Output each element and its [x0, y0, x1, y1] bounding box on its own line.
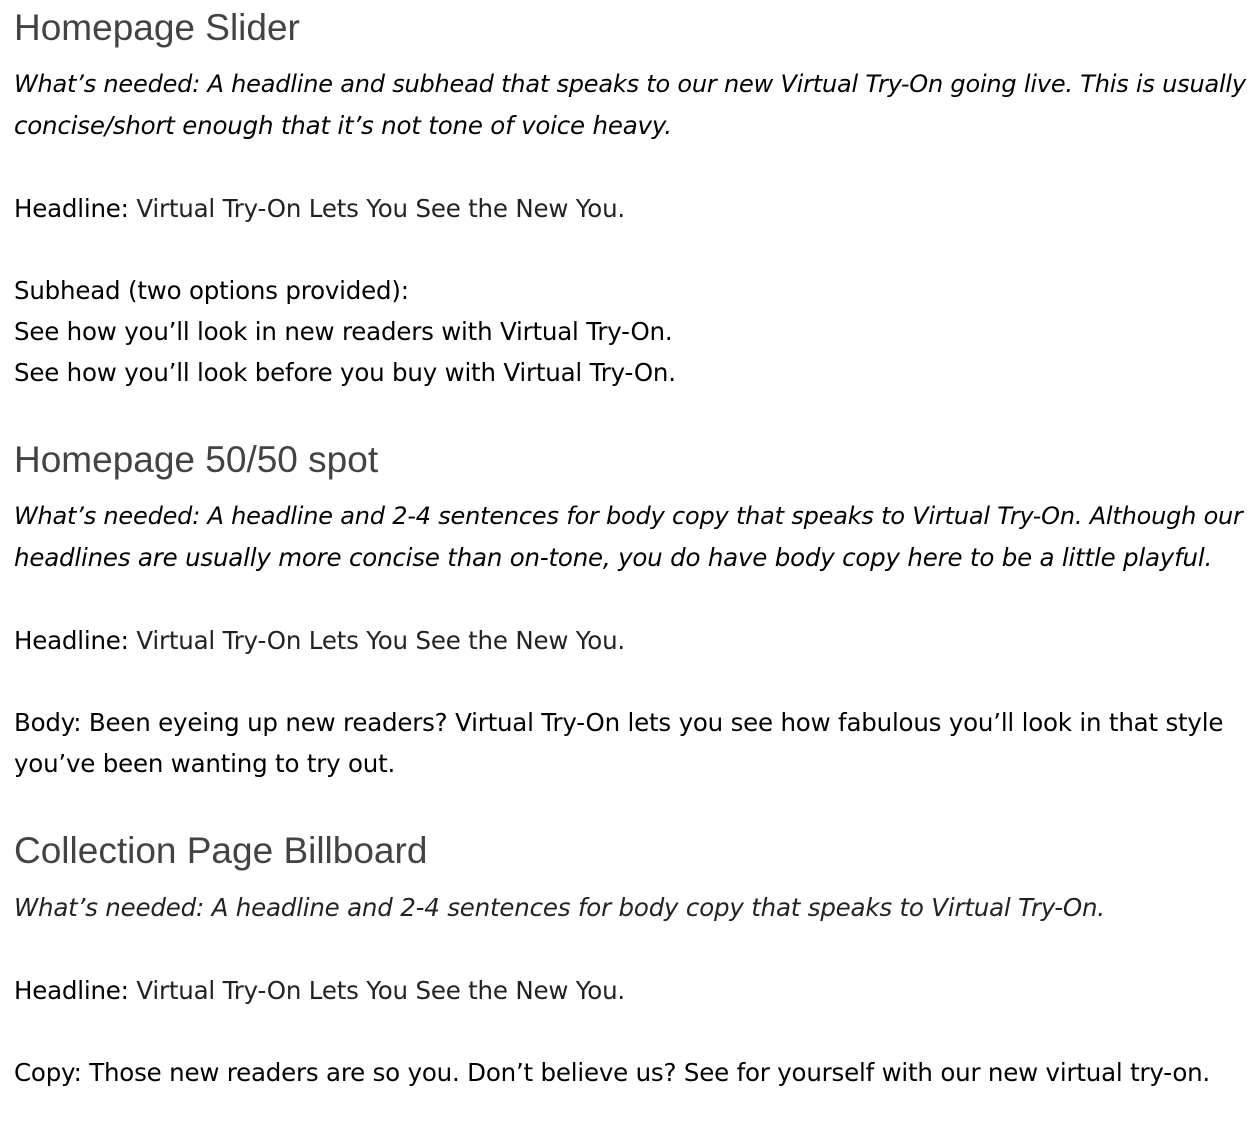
headline-line [14, 970, 625, 1011]
body-copy-line: Body: Been eyeing up new readers? Virtual Try-On lets you see how fabulous you’ll look in that style [14, 708, 1224, 737]
subhead-label: Subhead (two options provided): [14, 276, 409, 305]
subhead-option: See how you’ll look in new readers with Virtual Try-On. [14, 317, 673, 346]
headline-label: Headline: [14, 976, 129, 1005]
section-heading-homepage-slider: Homepage Slider [14, 7, 300, 48]
headline-label: Headline: [14, 194, 129, 223]
headline-line [14, 620, 625, 661]
headline-text: Virtual Try-On Lets You See the New You. [136, 626, 625, 655]
whats-needed-line: What’s needed: A headline and 2-4 sentences for body copy that speaks to Virtual Try-On. [14, 893, 1105, 922]
copy-line: Copy: Those new readers are so you. Don’t believe us? See for yourself with our new virtual try-on. [14, 1058, 1211, 1087]
body-copy-line: you’ve been wanting to try out. [14, 749, 396, 778]
headline-label: Headline: [14, 626, 129, 655]
whats-needed-line: What’s needed: A headline and 2-4 sentences for body copy that speaks to Virtual Try-On. Although our [14, 502, 1243, 530]
section-heading-homepage-50-50-spot: Homepage 50/50 spot [14, 439, 379, 480]
whats-needed-line: headlines are usually more concise than on-tone, you do have body copy here to be a little playful. [14, 543, 1213, 572]
subhead-option: See how you’ll look before you buy with Virtual Try-On. [14, 358, 676, 387]
whats-needed-line: What’s needed: A headline and subhead that speaks to our new Virtual Try-On going live. This is usually [14, 70, 1246, 98]
section-heading-collection-page-billboard: Collection Page Billboard [14, 830, 428, 871]
headline-text: Virtual Try-On Lets You See the New You. [136, 194, 625, 223]
headline-line [14, 188, 625, 229]
headline-text: Virtual Try-On Lets You See the New You. [136, 976, 625, 1005]
whats-needed-line: concise/short enough that it’s not tone of voice heavy. [14, 111, 672, 140]
